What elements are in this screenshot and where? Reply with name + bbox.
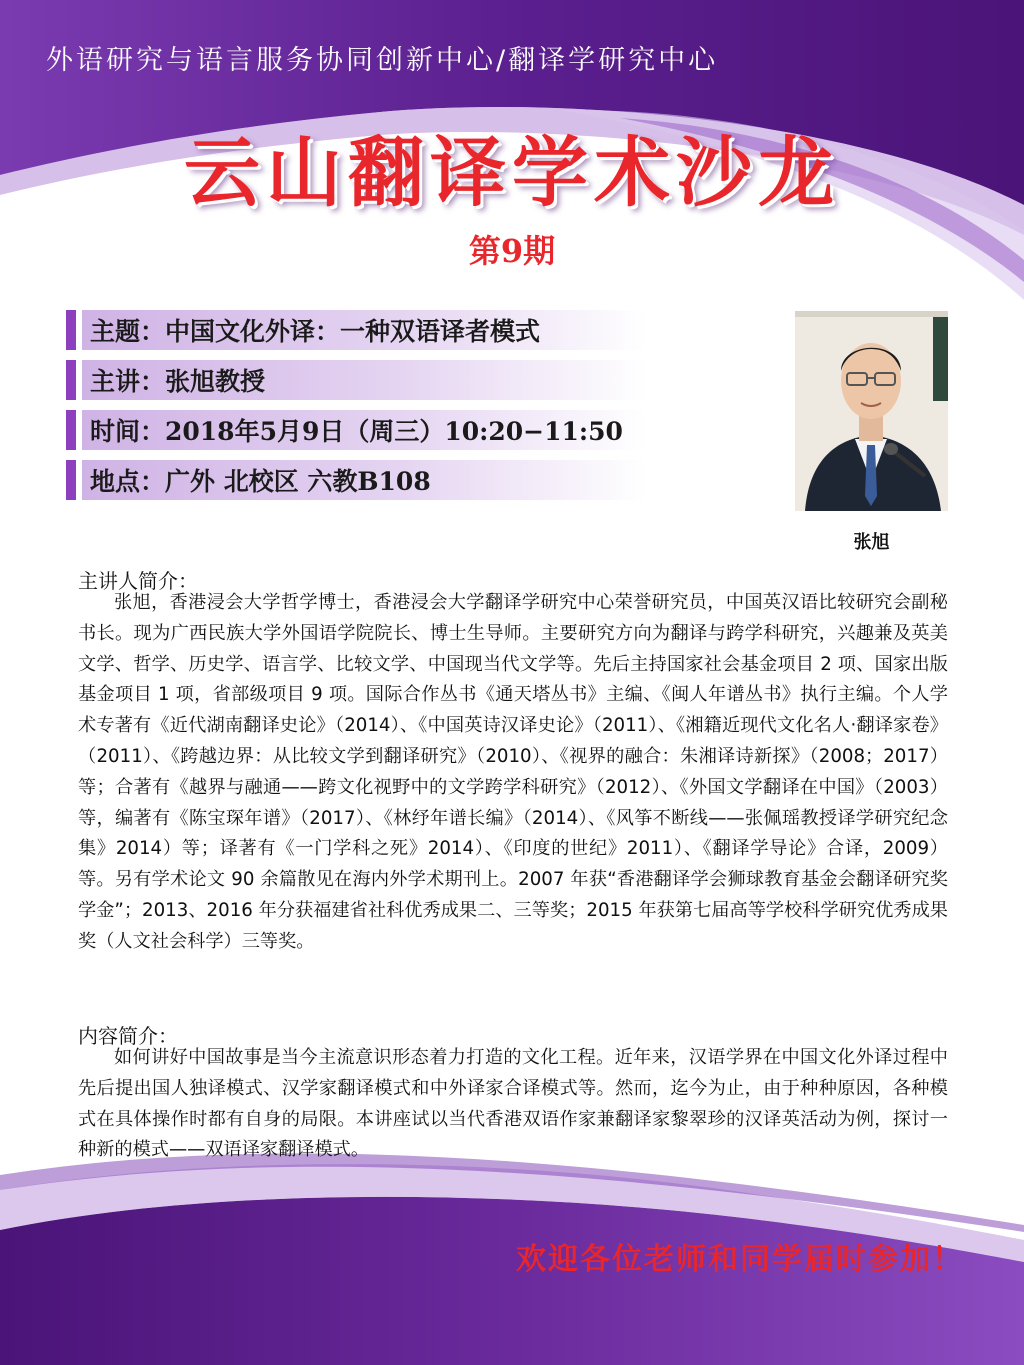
issue-number: 第9期 — [468, 232, 556, 270]
speaker-portrait-icon — [795, 311, 948, 511]
row-highlight — [82, 410, 646, 450]
welcome-footer: 欢迎各位老师和同学届时参加！ — [516, 1242, 964, 1277]
content-heading: 内容简介： — [78, 1024, 178, 1048]
salon-title: 云山翻译学术沙龙 — [184, 128, 840, 217]
row-highlight — [82, 310, 646, 350]
photo-caption: 张旭 — [853, 532, 890, 553]
time-text: 时间：2018年5月9日（周三）10:20−11:50 — [90, 417, 623, 446]
row-marker — [66, 360, 76, 400]
row-marker — [66, 460, 76, 500]
row-highlight — [82, 360, 646, 400]
content-paragraph: 如何讲好中国故事是当今主流意识形态着力打造的文化工程。近年来，汉语学界在中国文化外译过程中先后提出国人独译模式、汉学家翻译模式和中外译家合译模式等。然而，迄今为止，由于种种原因，各种模式在具体操作时都有自身的局限。本讲座试以当代香港双语作家兼翻译家黎翠珍的汉译英活动为例，探讨一种新的模式——双语译家翻译模式。 — [78, 1047, 948, 1161]
location-text: 地点：广外 北校区 六教B108 — [90, 467, 431, 496]
bio-paragraph: 张旭，香港浸会大学哲学博士，香港浸会大学翻译学研究中心荣誉研究员，中国英汉语比较研究会副秘书长。现为广西民族大学外国语学院院长、博士生导师。主要研究方向为翻译与跨学科研究，兴趣兼及英美文学、哲学、历史学、语言学、比较文学、中国现当代文学等。先后主持国家社会基金项目 2 项、国家出版基金项目 1 项，省部级项目 9 项。国际合作丛书《通天塔丛书》主编、《闽人年谱丛书》执行主编。个人学术专著有《近代湖南翻译史论》（2014）、《中国英诗汉译史论》（2011）、《湘籍近现代文化名人·翻译家卷》（2011）、《跨越边界：从比较文学到翻译研究》（2010）、《视界的融合：朱湘译诗新探》（2008；2017）等；合著有《越界与融通——跨文化视野中的文学跨学科研究》（2012）、《外国文学翻译在中国》（2003）等，编著有《陈宝琛年谱》（2017）、《林纾年谱长编》（2014）、《风筝不断线——张佩瑶教授译学研究纪念集》2014）等；译著有《一门学科之死》2014）、《印度的世纪》2011）、《翻译学导论》合译，2009）等。另有学术论文 90 余篇散见在海内外学术期刊上。2007 年获“香港翻译学会狮球教育基金会翻译研究奖学金”；2013、2016 年分获福建省社科优秀成果二、三等奖；2015 年获第七届高等学校科学研究优秀成果奖（人文社会科学）三等奖。 — [78, 592, 948, 952]
topic-text: 主题：中国文化外译：一种双语译者模式 — [90, 317, 541, 346]
speaker-row — [66, 360, 646, 400]
row-highlight — [82, 460, 646, 500]
location-row — [66, 460, 646, 500]
row-marker — [66, 410, 76, 450]
topic-row — [66, 310, 646, 350]
bio-heading: 主讲人简介： — [78, 569, 198, 593]
time-row — [66, 410, 646, 450]
organization-header: 外语研究与语言服务协同创新中心/翻译学研究中心 — [46, 45, 719, 76]
speaker-photo — [795, 311, 948, 511]
row-marker — [66, 310, 76, 350]
speaker-text: 主讲：张旭教授 — [90, 367, 266, 396]
